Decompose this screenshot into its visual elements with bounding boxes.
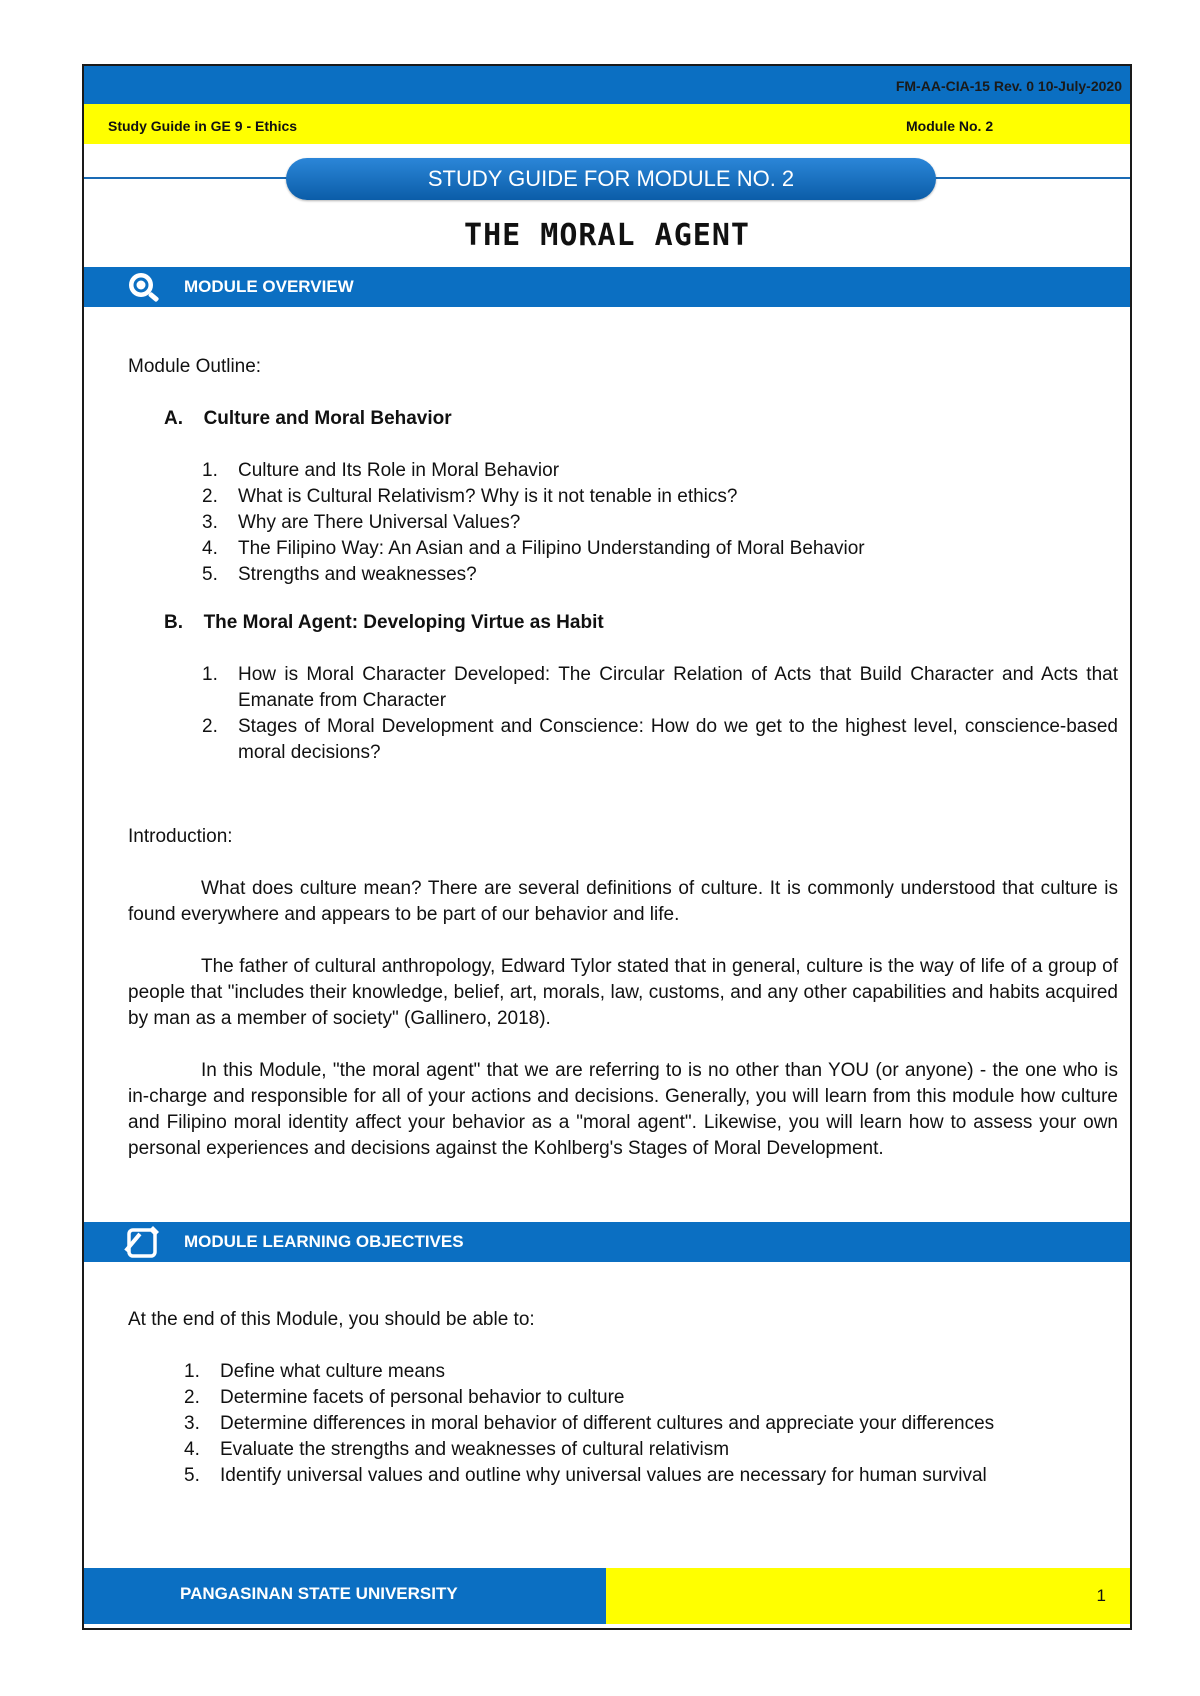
list-item: 2. What is Cultural Relativism? Why is it not tenable in ethics? — [202, 486, 738, 507]
section-a-letter: A. — [164, 408, 183, 429]
section-b-letter: B. — [164, 612, 183, 633]
intro-paragraph: What does culture mean? There are several definitions of culture. It is commonly understood that culture is found everywhere and appears to be part of our behavior and life. — [128, 878, 1118, 925]
objectives-section-bar — [84, 1222, 1130, 1262]
outline-label: Module Outline: — [128, 356, 262, 377]
list-item: 1. Define what culture means — [184, 1361, 445, 1382]
section-b-heading — [164, 610, 604, 636]
magnifier-icon — [124, 269, 164, 305]
intro-paragraph: The father of cultural anthropology, Edward Tylor stated that in general, culture is the way of life of a group of people that "includes their knowledge, belief, art, morals, law, customs, and any other capabilities and habits acquired by man as a member of society" (Gallinero, 2018). — [128, 956, 1118, 1029]
list-item: 2. Determine facets of personal behavior to culture — [184, 1387, 625, 1408]
footer-yellow-band — [606, 1568, 1130, 1624]
document-code: FM-AA-CIA-15 Rev. 0 10-July-2020 — [895, 78, 1122, 94]
section-a-title: Culture and Moral Behavior — [203, 408, 452, 429]
list-item: 5. Strengths and weaknesses? — [202, 564, 477, 585]
list-item: 5. Identify universal values and outline why universal values are necessary for human survival — [184, 1465, 987, 1486]
pencil-note-icon — [124, 1224, 164, 1260]
study-guide-banner: STUDY GUIDE FOR MODULE NO. 2 — [286, 158, 936, 200]
intro-paragraph: In this Module, "the moral agent" that we are referring to is no other than YOU (or anyone) - the one who is in-charge and responsible for all of your actions and decisions. Generally, you will learn from this module how culture and Filipino moral identity affect your behavior as a "moral agent". Likewise, you will learn how to assess your own personal experiences and decisions against the Kohlberg's Stages of Moral Development. — [128, 1060, 1118, 1159]
list-item: 3. Why are There Universal Values? — [202, 512, 521, 533]
objectives-list — [184, 1359, 1064, 1489]
university-name: PANGASINAN STATE UNIVERSITY — [180, 1584, 458, 1603]
objectives-heading: MODULE LEARNING OBJECTIVES — [184, 1232, 464, 1251]
overview-section-bar — [84, 267, 1130, 307]
list-item: 4. Evaluate the strengths and weaknesses of cultural relativism — [184, 1439, 730, 1460]
section-b-title: The Moral Agent: Developing Virtue as Habit — [203, 612, 604, 633]
section-a-list — [202, 458, 1082, 588]
list-item: 1. Culture and Its Role in Moral Behavior — [202, 460, 560, 481]
footer-blue-band — [84, 1568, 606, 1624]
list-item: 1. How is Moral Character Developed: The Circular Relation of Acts that Build Character and Acts that Emanate from Character — [202, 664, 1118, 711]
page-title: THE MORAL AGENT — [464, 218, 750, 253]
section-b-list — [202, 662, 1118, 766]
list-item: 2. Stages of Moral Development and Conscience: How do we get to the highest level, conscience-based moral decisions? — [202, 716, 1118, 763]
overview-heading: MODULE OVERVIEW — [184, 277, 354, 296]
page-number: 1 — [1096, 1586, 1106, 1605]
title-rule-right — [934, 177, 1130, 179]
outline-block — [128, 354, 1118, 380]
title-rule-left — [84, 177, 290, 179]
list-item: 4. The Filipino Way: An Asian and a Filipino Understanding of Moral Behavior — [202, 538, 865, 559]
introduction-label: Introduction: — [128, 826, 233, 847]
objectives-lead: At the end of this Module, you should be able to: — [128, 1309, 535, 1330]
course-label: Study Guide in GE 9 - Ethics — [108, 118, 298, 134]
introduction-block — [128, 824, 1118, 1162]
module-number: Module No. 2 — [906, 118, 994, 134]
section-a-heading — [164, 406, 452, 432]
list-item: 3. Determine differences in moral behavior of different cultures and appreciate your differences — [184, 1413, 995, 1434]
